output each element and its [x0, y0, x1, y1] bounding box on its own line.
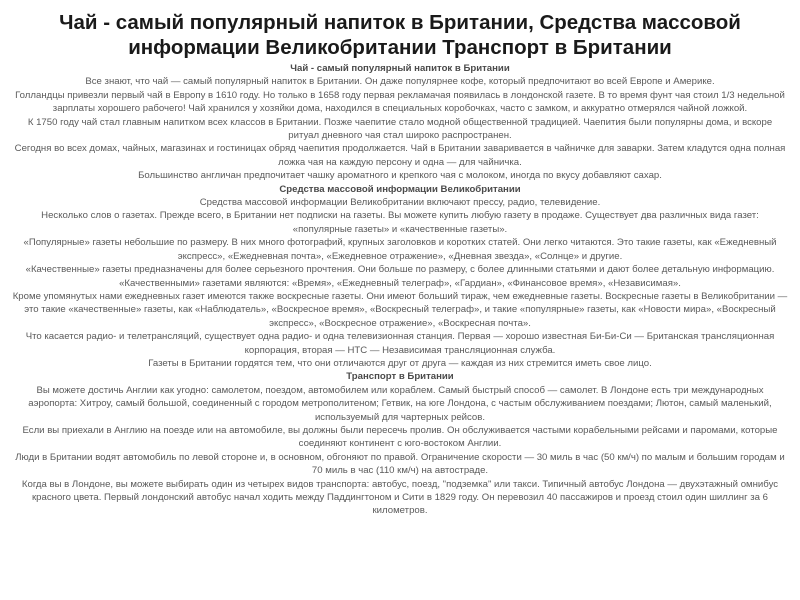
transport-paragraph: Люди в Британии водят автомобиль по левой стороне и, в основном, обгоняют по правой. Ограничение скорости — 30 миль в час (50 км/ч) по малым и большим городам и 70 миль в час (110 км/ч) на автостраде.	[15, 451, 785, 477]
transport-paragraph: Когда вы в Лондоне, вы можете выбирать один из четырех видов транспорта: автобус, поезд, "подземка" или такси. Типичный автобус Лондона — двухэтажный омнибус красного цвета. Первый лондонский автобус начал ходить между Паддингтоном и Сити в 1829 году. Он перевозил 40 пассажиров и проезд стоил один шиллинг за 6 километров.	[21, 478, 779, 517]
media-paragraph: Что касается радио- и телетрансляций, существует одна радио- и одна телевизионная станция. Первая — хорошо известная Би-Би-Си — Британская трансляционная корпорация, вторая — НТС — Независимая трансляционная служба.	[25, 331, 775, 356]
section-heading-media: Средства массовой информации Великобритании	[279, 183, 521, 195]
tea-paragraph: К 1750 году чай стал главным напитком всех классов в Британии. Позже чаепитие стало модной общественной традицией. Чаепития были популярны дома, и вскоре ритуал дневного чая стал широко распространен.	[27, 116, 773, 142]
media-paragraph: «Популярные» газеты небольшие по размеру. В них много фотографий, крупных заголовков и коротких статей. Они легко читаются. Это такие газеты, как «Ежедневный экспресс», «Ежедневная почта», «Ежедневное отражение», «Дневная звезда», «Солнце» и другие.	[23, 237, 777, 262]
slide-title: Чай - самый популярный напиток в Британии, Средства массовой информации Великобритании Транспорт в Британии	[59, 11, 741, 59]
media-paragraph: Газеты в Британии гордятся тем, что они отличаются друг от друга — каждая из них стремится иметь свое лицо.	[148, 357, 652, 369]
transport-paragraph: Если вы приехали в Англию на поезде или на автомобиле, вы должны были пересечь пролив. Он обслуживается частыми корабельными рейсами и паромами, которые соединяют континент с юго-востоком Англии.	[22, 424, 778, 450]
section-heading-tea: Чай - самый популярный напиток в Британии	[290, 63, 510, 74]
transport-paragraph: Вы можете достичь Англии как угодно: самолетом, поездом, автомобилем или кораблем. Самый быстрый способ — самолет. В Лондоне есть три международных аэропорта: Хитроу, самый большой, соединенный с городом метрополитеном; Гетвик, на юге Лондона, с частым обслуживанием поездами; Лютон, самый маленький, используемый для чартерных рейсов.	[28, 384, 772, 423]
media-paragraph: Средства массовой информации Великобритании включают прессу, радио, телевидение.	[199, 197, 601, 209]
tea-paragraph: Большинство англичан предпочитает чашку ароматного и крепкого чая с молоком, иногда по вкусу добавляют сахар.	[138, 170, 662, 182]
media-paragraph: Кроме упомянутых нами ежедневных газет имеются также воскресные газеты. Они имеют больший тираж, чем ежедневные газеты. Воскресные газеты в Великобритании — это такие «качественные» газеты, как «Наблюдатель», «Воскресное время», «Воскресный телеграф», и такие «популярные» газеты, как «Новости мира», «Воскресный экспресс», «Воскресное отражение», «Воскресная почта».	[12, 290, 788, 329]
tea-paragraph: Сегодня во всех домах, чайных, магазинах и гостиницах обряд чаепития продолжается. Чай в Британии заваривается в чайничке для заварки. Затем кладутся одна полная ложка чая на каждую персону и одна — для чайничка.	[14, 143, 786, 168]
tea-paragraph: Голландцы привезли первый чай в Европу в 1610 году. Но только в 1658 году первая рекламачая появилась в лондонской газете. В то время фунт чая стоил 1/3 недельной зарплаты хорошего рабочего! Чай хранился у хозяйки дома, находился в специальных коробочках, часто с замком, и аккуратно отмерялся чайной ложкой.	[15, 89, 785, 115]
media-paragraph: Несколько слов о газетах. Прежде всего, в Британии нет подписки на газеты. Вы можете купить любую газету в продаже. Существует два различных вида газет: «популярные газеты» и «качественные газеты».	[41, 210, 759, 235]
tea-paragraph: Все знают, что чай — самый популярный напиток в Британии. Он даже популярнее кофе, который предпочитают во всей Европе и Америке.	[85, 76, 715, 88]
slide-body	[8, 62, 792, 518]
section-heading-transport: Транспорт в Британии	[346, 371, 454, 383]
media-paragraph: «Качественные» газеты предназначены для более серьезного прочтения. Они больше по размеру, с более длинными статьями и дают более детальную информацию. «Качественными» газетами являются: «Время», «Ежедневный телеграф», «Гардиан», «Финансовое время», «Независимая».	[25, 264, 775, 289]
